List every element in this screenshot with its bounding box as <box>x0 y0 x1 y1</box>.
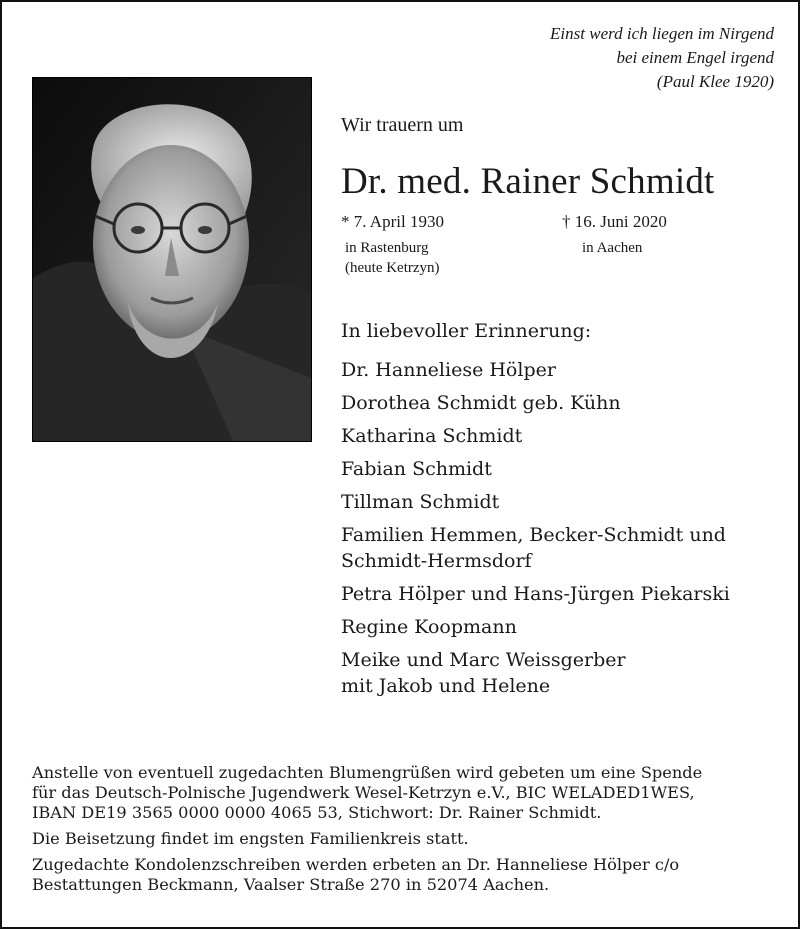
mourner-entry <box>341 581 730 607</box>
birth-place-line: in Rastenburg <box>345 240 429 256</box>
quote-line: Einst werd ich liegen im Nirgend <box>550 24 774 43</box>
death-date: † 16. Juni 2020 <box>562 212 667 231</box>
donation-line: IBAN DE19 3565 0000 0000 4065 53, Stichwort: Dr. Rainer Schmidt. <box>32 803 602 822</box>
donation-line: für das Deutsch-Polnische Jugendwerk Wesel-Ketrzyn e.V., BIC WELADED1WES, <box>32 783 695 802</box>
donation-line: Anstelle von eventuell zugedachten Blumengrüßen wird gebeten um eine Spende <box>32 763 703 782</box>
mourner-entry <box>341 489 730 515</box>
mourner-line: Regine Koopmann <box>341 616 517 638</box>
mourner-line: Meike und Marc Weissgerber <box>341 649 626 671</box>
deceased-name: Dr. med. Rainer Schmidt <box>341 161 715 202</box>
portrait-photo <box>32 77 312 442</box>
death-place: in Aachen <box>582 240 643 256</box>
mourner-line: Dorothea Schmidt geb. Kühn <box>341 392 621 414</box>
mourner-entry <box>341 423 730 449</box>
mourner-line: Petra Hölper und Hans-Jürgen Piekarski <box>341 583 730 605</box>
mourner-line: Familien Hemmen, Becker-Schmidt und <box>341 524 726 546</box>
birth-place-line: (heute Ketrzyn) <box>345 260 440 276</box>
condolence-note <box>32 855 782 895</box>
funeral-note: Die Beisetzung findet im engsten Familienkreis statt. <box>32 829 469 848</box>
intro-text: Wir trauern um <box>341 114 464 136</box>
mourner-entry <box>341 522 730 574</box>
birth-place <box>345 238 440 278</box>
mourner-line: Fabian Schmidt <box>341 458 492 480</box>
mourner-entry <box>341 614 730 640</box>
quote-line: bei einem Engel irgend <box>616 48 774 67</box>
quote-attribution: (Paul Klee 1920) <box>656 72 774 91</box>
condolence-line: Zugedachte Kondolenzschreiben werden erbeten an Dr. Hanneliese Hölper c/o <box>32 855 680 874</box>
mourner-line: mit Jakob und Helene <box>341 675 551 697</box>
portrait-photo-image <box>33 78 311 441</box>
mourner-entry <box>341 456 730 482</box>
memory-heading: In liebevoller Erinnerung: <box>341 320 592 342</box>
mourner-line: Tillman Schmidt <box>341 491 500 513</box>
birth-date: * 7. April 1930 <box>341 212 444 231</box>
condolence-line: Bestattungen Beckmann, Vaalser Straße 270 in 52074 Aachen. <box>32 875 550 894</box>
poem-quote <box>550 22 774 94</box>
footer-notes <box>32 763 782 901</box>
mourner-line: Schmidt-Hermsdorf <box>341 550 532 572</box>
mourner-entry <box>341 647 730 699</box>
mourner-entry <box>341 390 730 416</box>
mourners-list <box>341 357 730 706</box>
mourner-entry <box>341 357 730 383</box>
mourner-line: Dr. Hanneliese Hölper <box>341 359 556 381</box>
mourner-line: Katharina Schmidt <box>341 425 523 447</box>
donation-note <box>32 763 782 823</box>
